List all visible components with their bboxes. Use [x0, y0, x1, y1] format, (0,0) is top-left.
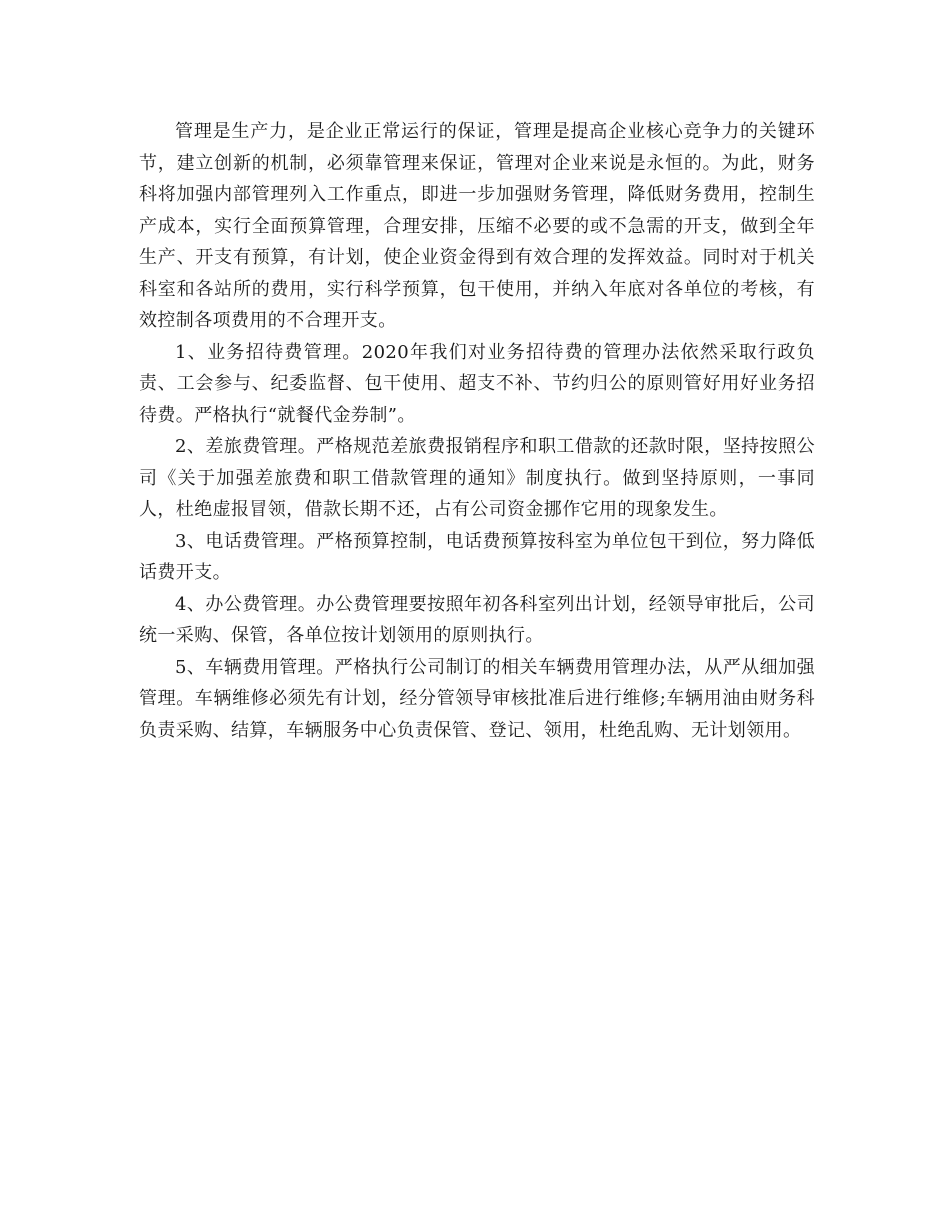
vehicle-expense-paragraph: 5、车辆费用管理。严格执行公司制订的相关车辆费用管理办法，从严从细加强管理。车辆维修必须先有计划，经分管领导审核批准后进行维修;车辆用油由财务科负责采购、结算，车辆服务中心负责保管、登记、领用，杜绝乱购、无计划领用。 [139, 656, 815, 741]
office-expense-paragraph: 4、办公费管理。办公费管理要按照年初各科室列出计划，经领导审批后，公司统一采购、保管，各单位按计划领用的原则执行。 [139, 593, 815, 646]
intro-paragraph: 管理是生产力，是企业正常运行的保证，管理是提高企业核心竞争力的关键环节，建立创新的机制，必须靠管理来保证，管理对企业来说是永恒的。为此，财务科将加强内部管理列入工作重点，即进一步加强财务管理，降低财务费用，控制生产成本，实行全面预算管理，合理安排，压缩不必要的或不急需的开支，做到全年生产、开支有预算，有计划，使企业资金得到有效合理的发挥效益。同时对于机关科室和各站所的费用，实行科学预算，包干使用，并纳入年底对各单位的考核，有效控制各项费用的不合理开支。 [139, 121, 815, 331]
business-entertainment-paragraph: 1、业务招待费管理。2020年我们对业务招待费的管理办法依然采取行政负责、工会参与、纪委监督、包干使用、超支不补、节约归公的原则管好用好业务招待费。严格执行“就餐代金券制”。 [139, 341, 815, 426]
travel-expense-paragraph: 2、差旅费管理。严格规范差旅费报销程序和职工借款的还款时限，坚持按照公司《关于加强差旅费和职工借款管理的通知》制度执行。做到坚持原则，一事同人，杜绝虚报冒领，借款长期不还，占有公司资金挪作它用的现象发生。 [139, 436, 815, 520]
telephone-expense-paragraph: 3、电话费管理。严格预算控制，电话费预算按科室为单位包干到位，努力降低话费开支。 [139, 530, 815, 583]
document-body [139, 116, 815, 746]
